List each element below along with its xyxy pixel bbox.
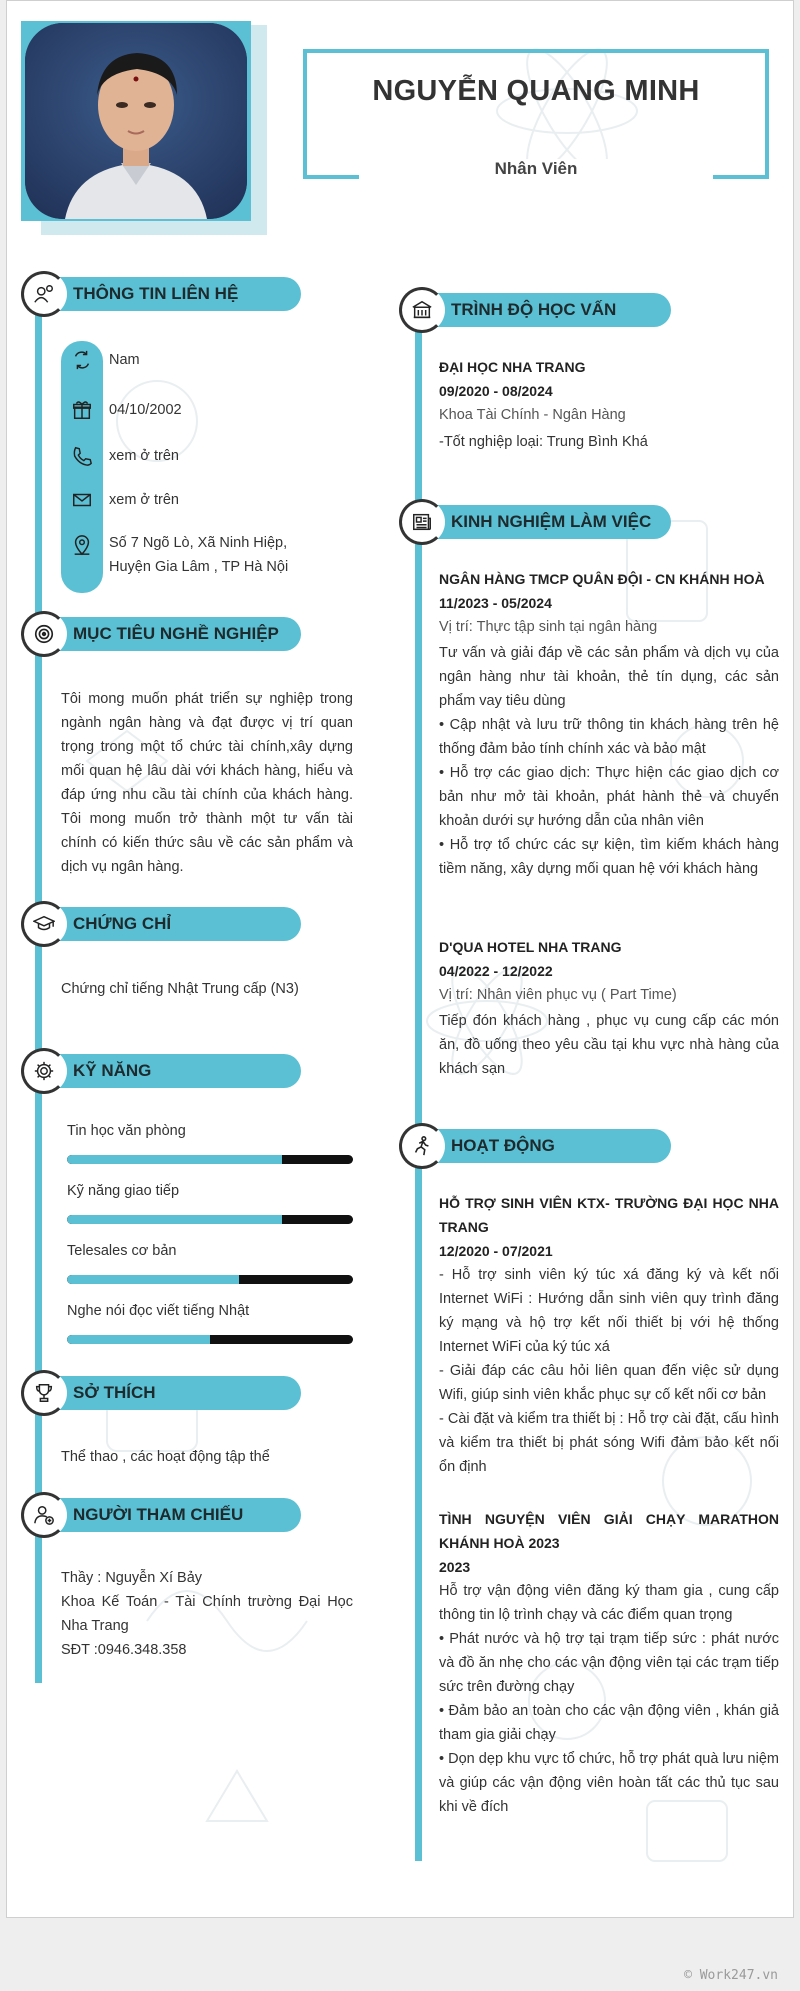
- skill-item: Nghe nói đọc viết tiếng Nhật: [67, 1303, 353, 1344]
- name-box: [303, 49, 769, 179]
- contact-icon: [21, 271, 67, 317]
- hobbies-heading: [29, 1376, 301, 1410]
- graduation-cap-icon: [21, 901, 67, 947]
- watermark: © Work247.vn: [684, 1968, 778, 1983]
- person-name: NGUYỄN QUANG MINH: [372, 75, 700, 107]
- experience-heading: [407, 505, 671, 539]
- activities-title: HOẠT ĐỘNG: [451, 1136, 555, 1155]
- newspaper-icon: [399, 499, 445, 545]
- certificate-text: Chứng chỉ tiếng Nhật Trung cấp (N3): [61, 981, 299, 997]
- school-icon: [399, 287, 445, 333]
- activity-2: TÌNH NGUYỆN VIÊN GIẢI CHẠY MARATHON KHÁNH HOÀ 2023 2023 Hỗ trợ vận động viên đăng ký tham gia , cung cấp thông tin lộ trình chạy và các điểm quan trọng • Phát nước và hộ trợ tại trạm tiếp sức : phát nước và đồ ăn nhẹ cho các vận động viên tại các trạm tiếp sức trên đường chạy • Đảm bảo an toàn cho các vận động viên , khán giả tham gia giải chạy • Dọn dẹp khu vực tổ chức, hỗ trợ phát quà lưu niệm và giúp các vận động viên hoàn tất các thủ tục sau khi về đích: [439, 1511, 779, 1815]
- contact-address: Số 7 Ngõ Lò, Xã Ninh Hiệp, Huyện Gia Lâm , TP Hà Nội: [61, 531, 361, 583]
- experience-job-2: D'QUA HOTEL NHA TRANG 04/2022 - 12/2022 Vị trí: Nhân viên phục vụ ( Part Time) Tiếp đón khách hàng , phục vụ cung cấp các món ăn, đồ uống theo yêu cầu tại khu vực nhà hàng của khách sạn: [439, 939, 779, 1077]
- skill-bar: [67, 1275, 353, 1284]
- skills-title: KỸ NĂNG: [73, 1061, 152, 1080]
- contact-gender: Nam: [61, 345, 361, 375]
- location-icon: [71, 534, 93, 556]
- reference-text: Thầy : Nguyễn Xí Bảy Khoa Kế Toán - Tài Chính trường Đại Học Nha Trang SĐT :0946.348.358: [61, 1570, 353, 1658]
- contact-phone: xem ở trên: [61, 441, 361, 471]
- contact-title: THÔNG TIN LIÊN HỆ: [73, 284, 239, 303]
- skill-bar: [67, 1335, 353, 1344]
- experience-title: KINH NGHIỆM LÀM VIỆC: [451, 512, 652, 531]
- reference-heading: [29, 1498, 301, 1532]
- trophy-icon: [21, 1370, 67, 1416]
- skill-bar: [67, 1155, 353, 1164]
- phone-icon: [71, 445, 93, 467]
- education-title: TRÌNH ĐỘ HỌC VẤN: [451, 300, 617, 319]
- skills-heading: [29, 1054, 301, 1088]
- gear-icon: [21, 1048, 67, 1094]
- education-heading: [407, 293, 671, 327]
- skill-bar: [67, 1215, 353, 1224]
- contact-heading: [29, 277, 301, 311]
- skill-item: Kỹ năng giao tiếp: [67, 1183, 353, 1224]
- objective-title: MỤC TIÊU NGHỀ NGHIỆP: [73, 624, 279, 643]
- left-timeline: [35, 299, 42, 1683]
- target-icon: [21, 611, 67, 657]
- hobbies-text: Thể thao , các hoạt động tập thể: [61, 1449, 270, 1465]
- avatar: [25, 23, 247, 219]
- contact-email: xem ở trên: [61, 485, 361, 515]
- runner-icon: [399, 1123, 445, 1169]
- skill-item: Tin học văn phòng: [67, 1123, 353, 1164]
- objective-heading: [29, 617, 301, 651]
- mail-icon: [71, 489, 93, 511]
- experience-job-1: NGÂN HÀNG TMCP QUÂN ĐỘI - CN KHÁNH HOÀ 11/2023 - 05/2024 Vị trí: Thực tập sinh tại ngân hàng Tư vấn và giải đáp về các sản phẩm và dịch vụ của ngân hàng như tài khoản, thẻ tín dụng, các sản phẩm vay tiêu dùng • Cập nhật và lưu trữ thông tin khách hàng trên hệ thống đảm bảo tính chính xác và bảo mật • Hỗ trợ các giao dịch: Thực hiện các giao dịch cơ bản như mở tài khoản, phát hành thẻ và chuyển khoản dưới sự hướng dẫn của nhân viên • Hỗ trợ tổ chức các sự kiện, tìm kiếm khách hàng tiềm năng, xây dựng mối quan hệ với khách hàng: [439, 571, 779, 877]
- job-role: Nhân Viên: [456, 159, 616, 179]
- gender-icon: [71, 349, 93, 371]
- gift-icon: [71, 399, 93, 421]
- reference-title: NGƯỜI THAM CHIẾU: [73, 1505, 244, 1524]
- skill-item: Telesales cơ bản: [67, 1243, 353, 1284]
- cv-page: [6, 0, 794, 1918]
- activity-1: HỖ TRỢ SINH VIÊN KTX- TRƯỜNG ĐẠI HỌC NHA TRANG 12/2020 - 07/2021 - Hỗ trợ sinh viên ký túc xá đăng ký và kết nối Internet WiFi : Hướng dẫn sinh viên quy trình đăng ký mạng và hộ trợ kết nối thiết bị với hệ thống Internet WiFi của ký túc xá - Giải đáp các câu hỏi liên quan đến việc sử dụng Wifi, giúp sinh viên khắc phục sự cố kết nối cơ bản - Cài đặt và kiểm tra thiết bị : Hỗ trợ cài đặt, cấu hình và kiểm tra thiết bị phát sóng Wifi đảm bảo kết nối ổn định: [439, 1195, 779, 1475]
- certificates-heading: [29, 907, 301, 941]
- hobbies-title: SỞ THÍCH: [73, 1383, 156, 1402]
- user-add-icon: [21, 1492, 67, 1538]
- certificates-title: CHỨNG CHỈ: [73, 914, 172, 933]
- objective-text: Tôi mong muốn phát triển sự nghiệp trong ngành ngân hàng và đạt được vị trí quan trọng trong một tổ chức tài chính,xây dựng mối quan hệ lâu dài với khách hàng, hiểu và đáp ứng nhu cầu tài chính của khách hàng. Tôi mong muốn trở thành một tư vấn tài chính có kiến thức sâu về các sản phẩm và dịch vụ ngân hàng.: [61, 691, 353, 875]
- activities-heading: [407, 1129, 671, 1163]
- contact-birthday: 04/10/2002: [61, 395, 361, 425]
- education-block: ĐẠI HỌC NHA TRANG 09/2020 - 08/2024 Khoa Tài Chính - Ngân Hàng -Tốt nghiệp loại: Trung Bình Khá: [439, 359, 648, 450]
